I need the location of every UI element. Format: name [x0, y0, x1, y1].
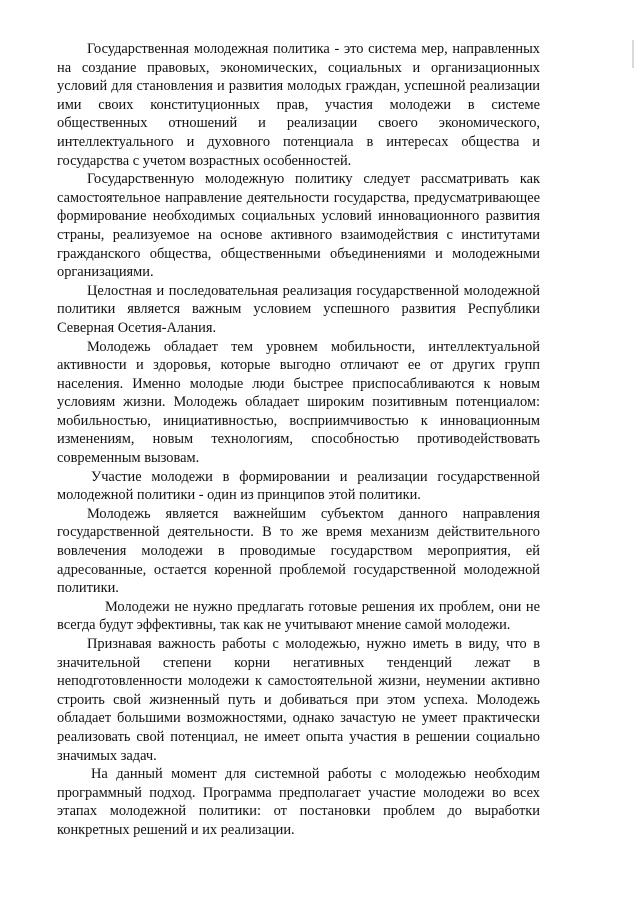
scan-edge-mark — [632, 40, 634, 68]
document-body — [57, 40, 540, 840]
paragraph-policy-direction: Государственную молодежную политику следует рассматривать как самостоятельное направление деятельности государства, предусматривающее формирование необходимых социальных условий инновационного развития страны, реализуемое на основе активного взаимодействия с институтами гражданского общества, общественными объединениями и молодежными организациями. — [57, 171, 540, 281]
paragraph-implementation: Целостная и последовательная реализация государственной молодежной политики является важным условием успешного развития Республики Северная Осетия-Алания. — [57, 282, 540, 336]
paragraph-importance: Признавая важность работы с молодежью, нужно иметь в виду, что в значительной степени корни негативных тенденций лежат в неподготовленности молодежи к самостоятельной жизни, неумении активно строить свой жизненный путь и добиваться при этом успеха. Молодежь обладает большими возможностями, однако зачастую не умеет практически реализовать свой потенциал, не имеет опыта участия в решении социально значимых задач. — [57, 636, 540, 764]
paragraph-youth-participation: Участие молодежи в формировании и реализации государственной молодежной политики - один из принципов этой политики. — [57, 468, 540, 504]
paragraph-youth-subject: Молодежь является важнейшим субъектом данного направления государственной деятельности. В то же время механизм действительного вовлечения молодежи в проводимые государством мероприятия, ей адресованные, остается коренной проблемой государственной молодежной политики. — [57, 505, 540, 597]
paragraph-program-approach: На данный момент для системной работы с молодежью необходим программный подход. Программа предполагает участие молодежи во всех этапах молодежной политики: от постановки проблем до выработки конкретных решений и их реализации. — [57, 766, 540, 838]
paragraph-ready-solutions: Молодежи не нужно предлагать готовые решения их проблем, они не всегда будут эффективны, так как не учитывают мнение самой молодежи. — [57, 598, 540, 634]
paragraph-youth-mobility: Молодежь обладает тем уровнем мобильности, интеллектуальной активности и здоровья, которые выгодно отличают ее от других групп населения. Именно молодые люди быстрее приспосабливаются к новым условиям жизни. Молодежь обладает широким позитивным потенциалом: мобильностью, инициативностью, восприимчивостью к инновационным изменениям, новым технологиям, способностью противодействовать современным вызовам. — [57, 338, 540, 467]
paragraph-definition: Государственная молодежная политика - это система мер, направленных на создание правовых, экономических, социальных и организационных условий для становления и развития молодых граждан, успешной реализации ими своих конституционных прав, участия молодежи в системе общественных отношений и реализации своего экономического, интеллектуального и духовного потенциала в интересах общества и государства с учетом возрастных особенностей. — [57, 41, 540, 169]
